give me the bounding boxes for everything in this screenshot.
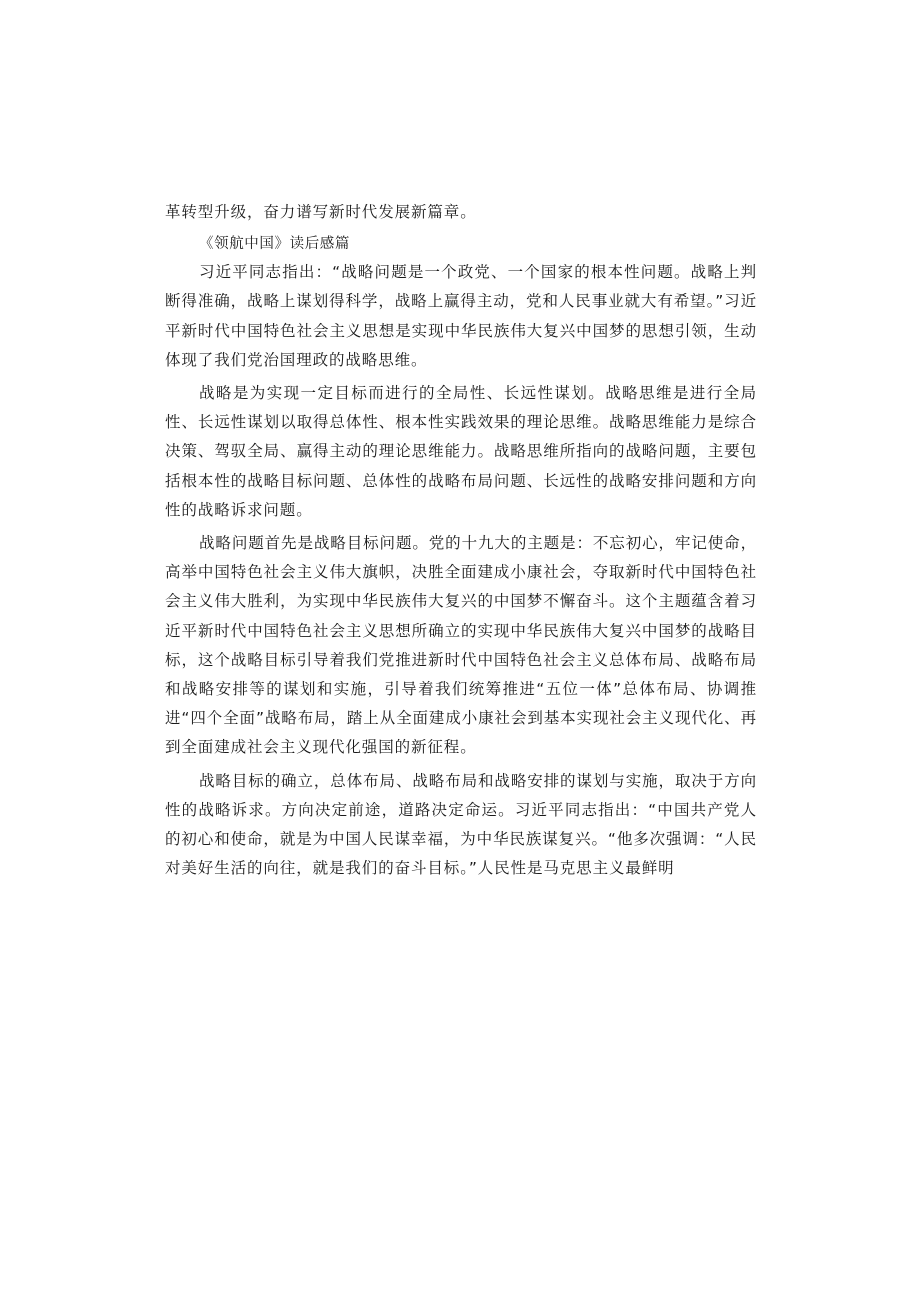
paragraph-1: 习近平同志指出：“战略问题是一个政党、一个国家的根本性问题。战略上判断得准确，战略上谋划得科学，战略上赢得主动，党和人民事业就大有希望。”习近平新时代中国特色社会主义思想是实现中华民族伟大复兴中国梦的思想引领，生动体现了我们党治国理政的战略思维。: [165, 263, 757, 369]
essay-title: 《领航中国》读后感篇: [199, 236, 350, 253]
continuation-line: 革转型升级，奋力谱写新时代发展新篇章。: [165, 203, 477, 221]
paragraph-4: 战略目标的确立，总体布局、战略布局和战略安排的谋划与实施，取决于方向性的战略诉求。方向决定前途，道路决定命运。习近平同志指出：“中国共产党人的初心和使命，就是为中国人民谋幸福，为中华民族谋复兴。“他多次强调：“人民对美好生活的向往，就是我们的奋斗目标。”人民性是马克思主义最鲜明: [165, 771, 757, 878]
paragraph-2: 战略是为实现一定目标而进行的全局性、长远性谋划。战略思维是进行全局性、长远性谋划以取得总体性、根本性实践效果的理论思维。战略思维能力是综合决策、驾驭全局、赢得主动的理论思维能力。战略思维所指向的战略问题，主要包括根本性的战略目标问题、总体性的战略布局问题、长远性的战略安排问题和方向性的战略诉求问题。: [165, 384, 757, 519]
document-body: [165, 198, 757, 883]
paragraph-3: 战略问题首先是战略目标问题。党的十九大的主题是：不忘初心，牢记使命，高举中国特色社会主义伟大旗帜，决胜全面建成小康社会，夺取新时代中国特色社会主义伟大胜利，为实现中华民族伟大复兴的中国梦不懈奋斗。这个主题蕴含着习近平新时代中国特色社会主义思想所确立的实现中华民族伟大复兴中国梦的战略目标，这个战略目标引导着我们党推进新时代中国特色社会主义总体布局、战略布局和战略安排等的谋划和实施，引导着我们统筹推进“五位一体”总体布局、协调推进“四个全面”战略布局，踏上从全面建成小康社会到基本实现社会主义现代化、再到全面建成社会主义现代化强国的新征程。: [165, 534, 757, 757]
